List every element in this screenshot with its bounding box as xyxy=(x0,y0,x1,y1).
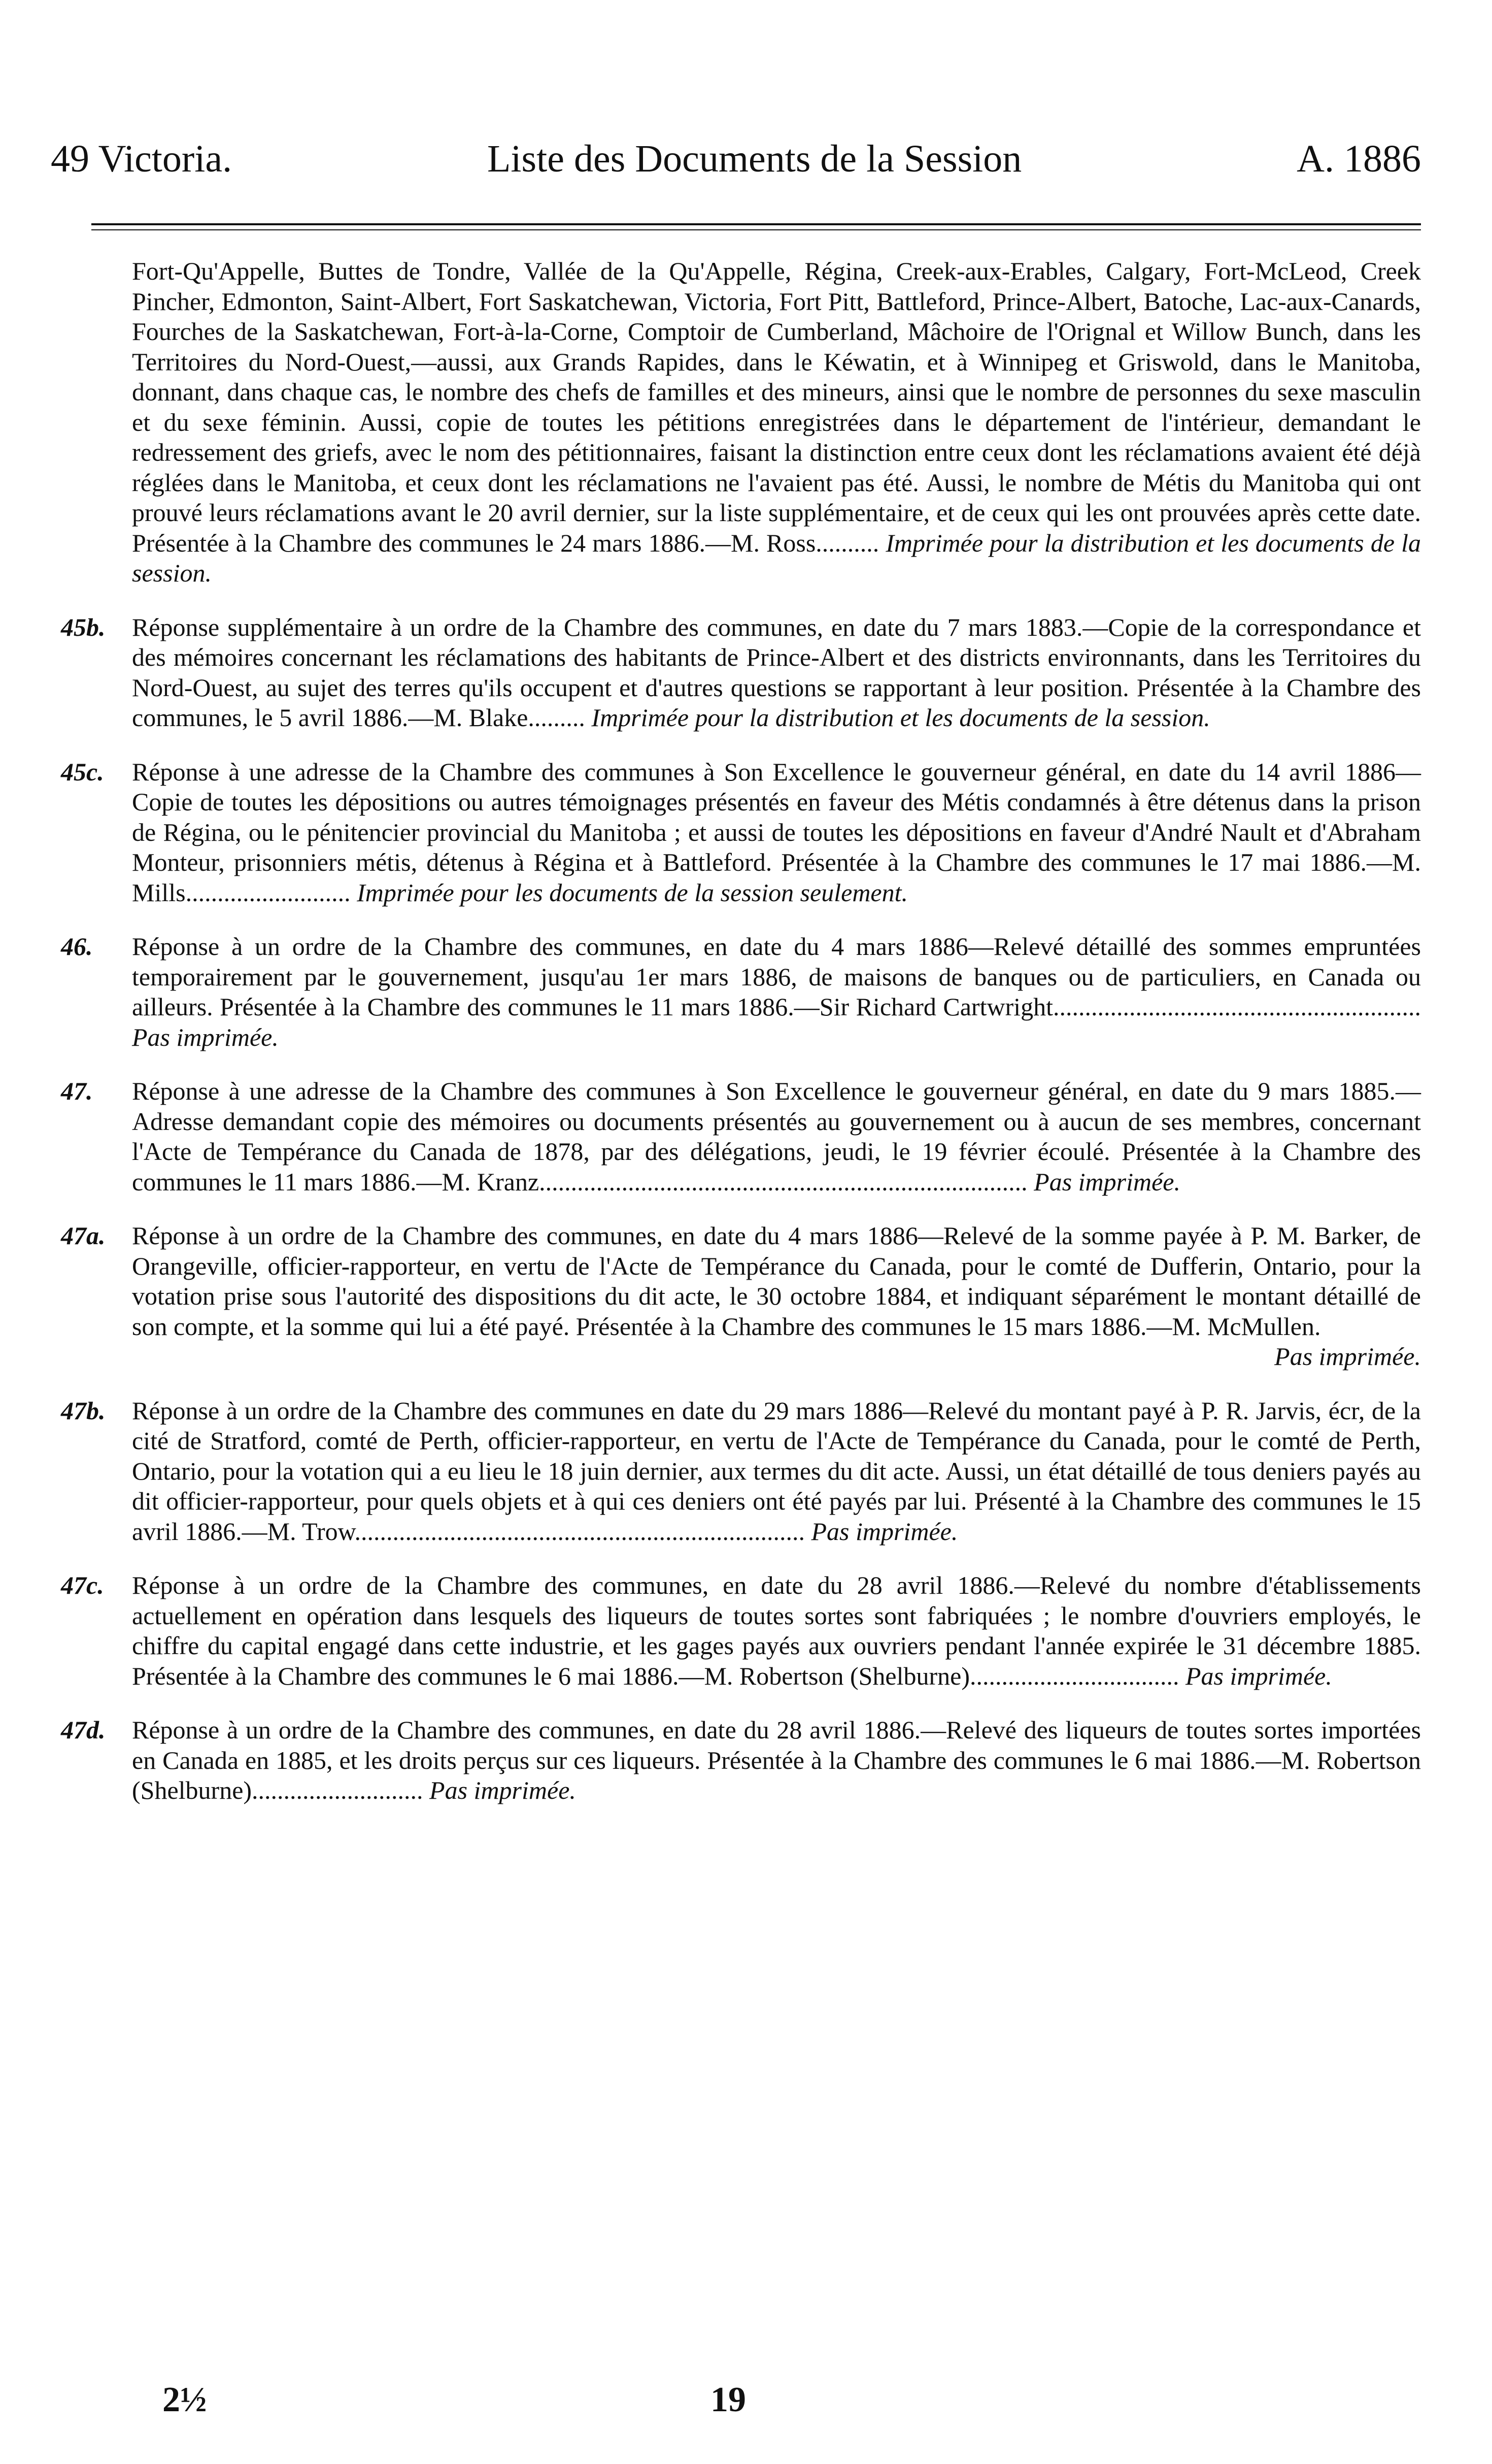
header-rule-thin xyxy=(91,229,1421,230)
entry-text: Réponse à un ordre de la Chambre des communes, en date du 28 avril 1886.—Relevé du nombre d'établissements actuellement en opération dans lesquels des liqueurs de toutes sortes sont fabriquées ; le nombre d'ouvriers employés, le chiffre du capital engagé dans cette industrie, et les gages payés aux ouvriers pendant l'année expirée le 31 décembre 1885. Présentée à la Chambre des communes le 6 mai 1886.—M. Robertson (Shelburne)................................. xyxy=(132,1571,1421,1690)
entry-publication: Imprimée pour la distribution et les documents de la session. xyxy=(132,528,1421,587)
entry-publication: Pas imprimée. xyxy=(1185,1661,1332,1690)
header-right: A. 1886 xyxy=(1297,138,1421,180)
entry-publication: Imprimée pour la distribution et les documents de la session. xyxy=(591,703,1210,732)
header-left: 49 Victoria. xyxy=(51,138,232,180)
entry-number: 45b. xyxy=(61,612,106,641)
entry-text: Fort-Qu'Appelle, Buttes de Tondre, Vallée de la Qu'Appelle, Régina, Creek-aux-Erables, Calgary, Fort-McLeod, Creek Pincher, Edmonton, Saint-Albert, Fort Saskatchewan, Victoria, Fort Pitt, Battleford, Prince-Albert, Batoche, Lac-aux-Canards, Fourches de la Saskatchewan, Fort-à-la-Corne, Comptoir de Cumberland, Mâchoire de l'Orignal et Willow Bunch, dans les Territoires du Nord-Ouest,—aussi, aux Grands Rapides, dans le Kéwatin, et à Winnipeg et Griswold, dans le Manitoba, donnant, dans chaque cas, le nombre des chefs de familles et des mineurs, ainsi que le nombre de personnes du sexe masculin et du sexe féminin. Aussi, copie de toutes les pétitions enregistrées dans le département de l'intérieur, demandant le redressement des griefs, avec le nom des pétitionnaires, faisant la distinction entre ceux dont les réclamations avaient été déjà réglées dans le Manitoba, et ceux dont les réclamations ne l'avaient pas été. Aussi, le nombre de Métis du Manitoba qui ont prouvé leurs réclamations avant le 20 avril dernier, sur la liste supplémentaire, et de ceux qui les ont prouvées après cette date. Présentée à la Chambre des communes le 24 mars 1886.—M. Ross.......... xyxy=(132,257,1421,557)
entry-publication: Pas imprimée. xyxy=(1274,1342,1421,1371)
entry-publication: Pas imprimée. xyxy=(1034,1167,1180,1196)
entry-47d xyxy=(61,1715,1421,1806)
entry-publication: Imprimée pour les documents de la session seulement. xyxy=(357,878,908,907)
entry-number: 47. xyxy=(61,1077,93,1105)
entry-text: Réponse à un ordre de la Chambre des communes, en date du 4 mars 1886—Relevé détaillé des sommes empruntées temporairement par le gouvernement, jusqu'au 1er mars 1886, de maisons de banques ou de particuliers, en Canada ou ailleurs. Présentée à la Chambre des communes le 11 mars 1886.—Sir Richard Cartwright.......................................................... xyxy=(132,932,1421,1021)
entry-47 xyxy=(61,1076,1421,1197)
entry-publication: Pas imprimée. xyxy=(429,1776,576,1804)
entry-text: Réponse à une adresse de la Chambre des communes à Son Excellence le gouverneur général, en date du 14 avril 1886—Copie de toutes les dépositions ou autres témoignages présentés en faveur des Métis condamnés à être détenus dans la prison de Régina, ou le pénitencier provincial du Manitoba ; et aussi de toutes les dépositions en faveur d'André Nault et d'Abraham Monteur, prisonniers métis, détenus à Régina et à Battleford. Présentée à la Chambre des communes le 17 mai 1886.—M. Mills.......................... xyxy=(132,757,1421,907)
entry-text: Réponse à une adresse de la Chambre des communes à Son Excellence le gouverneur général, en date du 9 mars 1885.—Adresse demandant copie des mémoires ou documents présentés au gouvernement ou à aucun de ses membres, concernant l'Acte de Tempérance du Canada de 1878, par des délégations, jeudi, le 19 février écoulé. Présentée à la Chambre des communes le 11 mars 1886.—M. Kranz............................................................................. xyxy=(132,1077,1421,1196)
entry-publication: Pas imprimée. xyxy=(811,1517,958,1546)
entry-45c xyxy=(61,757,1421,908)
entry-number: 46. xyxy=(61,932,93,961)
page-header xyxy=(51,137,1421,193)
entry-47a xyxy=(61,1221,1421,1372)
entry-number: 47d. xyxy=(61,1716,106,1744)
entry-number: 47c. xyxy=(61,1571,104,1599)
entry-publication: Pas imprimée. xyxy=(132,1022,279,1051)
footer-signature-mark: 2½ xyxy=(162,2380,207,2419)
header-title: Liste des Documents de la Session xyxy=(487,138,1022,180)
header-rule-thick xyxy=(91,223,1421,225)
entry-number: 47a. xyxy=(61,1221,106,1250)
entry-47b xyxy=(61,1396,1421,1547)
entry-continued xyxy=(91,256,1421,589)
entry-47c xyxy=(61,1570,1421,1691)
entry-text: Réponse à un ordre de la Chambre des communes, en date du 4 mars 1886—Relevé de la somme payée à P. M. Barker, de Orangeville, officier-rapporteur, en vertu de l'Acte de Tempérance du Canada, pour le comté de Dufferin, Ontario, pour la votation prise sous l'autorité des dispositions du dit acte, le 30 octobre 1884, et indiquant séparément le montant détaillé de son compte, et la somme qui lui a été payé. Présentée à la Chambre des communes le 15 mars 1886.—M. McMullen. xyxy=(132,1221,1421,1341)
entry-text: Réponse à un ordre de la Chambre des communes en date du 29 mars 1886—Relevé du montant payé à P. R. Jarvis, écr, de la cité de Stratford, comté de Perth, officier-rapporteur, en vertu de l'Acte de Tempérance du Canada, pour le comté de Perth, Ontario, pour la votation qui a eu lieu le 18 juin dernier, aux termes du dit acte. Aussi, un état détaillé de tous deniers payés au dit officier-rapporteur, pour quels objets et à qui ces deniers ont été payés par lui. Présenté à la Chambre des communes le 15 avril 1886.—M. Trow....................................................................... xyxy=(132,1396,1421,1546)
entry-text: Réponse à un ordre de la Chambre des communes, en date du 28 avril 1886.—Relevé des liqueurs de toutes sortes importées en Canada en 1885, et les droits perçus sur ces liqueurs. Présentée à la Chambre des communes le 6 mai 1886.—M. Robertson (Shelburne)........................... xyxy=(132,1716,1421,1804)
entries-list xyxy=(61,256,1421,1806)
entry-46 xyxy=(61,932,1421,1052)
entry-number: 45c. xyxy=(61,757,104,786)
entry-text: Réponse supplémentaire à un ordre de la Chambre des communes, en date du 7 mars 1883.—Copie de la correspondance et des mémoires concernant les réclamations des habitants de Prince-Albert et des districts environnants, dans les Territoires du Nord-Ouest, au sujet des terres qu'ils occupent et d'autres questions se rapportant à leur position. Présentée à la Chambre des communes, le 5 avril 1886.—M. Blake......... xyxy=(132,612,1421,732)
entry-number: 47b. xyxy=(61,1396,106,1425)
page-number: 19 xyxy=(710,2380,746,2419)
entry-45b xyxy=(61,612,1421,733)
